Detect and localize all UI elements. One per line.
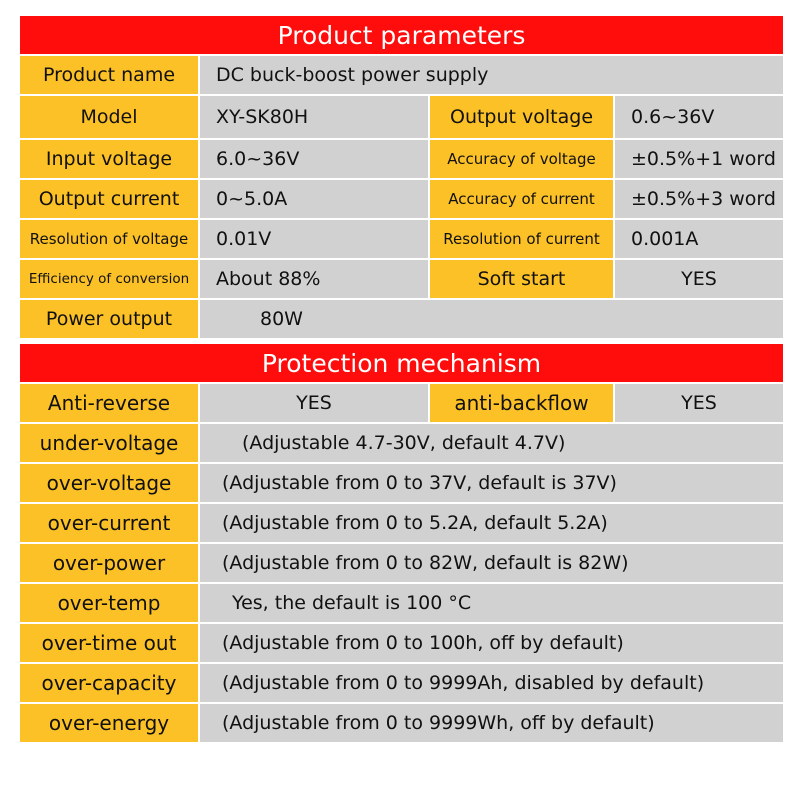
output-voltage-label: Output voltage [429,95,614,139]
power-output-label: Power output [19,299,199,339]
anti-backflow-label: anti-backflow [429,383,614,423]
accuracy-current-value: ±0.5%+3 word [614,179,784,219]
output-current-value: 0~5.0A [199,179,429,219]
product-parameters-table [18,14,785,340]
efficiency-label: Efficiency of conversion [19,259,199,299]
protection-value: (Adjustable from 0 to 9999Wh, off by default) [199,703,784,743]
protection-value: (Adjustable from 0 to 82W, default is 82W) [199,543,784,583]
input-voltage-label: Input voltage [19,139,199,179]
protection-label: over-power [19,543,199,583]
product-parameters-header: Product parameters [19,15,784,55]
soft-start-value: YES [614,259,784,299]
model-value: XY-SK80H [199,95,429,139]
power-output-value: 80W [199,299,784,339]
anti-reverse-label: Anti-reverse [19,383,199,423]
protection-value: (Adjustable from 0 to 37V, default is 37V) [199,463,784,503]
input-voltage-value: 6.0~36V [199,139,429,179]
resolution-current-label: Resolution of current [429,219,614,259]
protection-value: Yes, the default is 100 °C [199,583,784,623]
protection-mechanism-header: Protection mechanism [19,343,784,383]
protection-label: over-voltage [19,463,199,503]
resolution-current-value: 0.001A [614,219,784,259]
product-name-value: DC buck-boost power supply [199,55,784,95]
protection-mechanism-table [18,342,785,744]
accuracy-current-label: Accuracy of current [429,179,614,219]
protection-value: (Adjustable 4.7-30V, default 4.7V) [199,423,784,463]
resolution-voltage-value: 0.01V [199,219,429,259]
product-name-label: Product name [19,55,199,95]
protection-label: over-capacity [19,663,199,703]
output-current-label: Output current [19,179,199,219]
anti-backflow-value: YES [614,383,784,423]
protection-label: over-energy [19,703,199,743]
soft-start-label: Soft start [429,259,614,299]
accuracy-voltage-value: ±0.5%+1 word [614,139,784,179]
protection-label: under-voltage [19,423,199,463]
model-label: Model [19,95,199,139]
resolution-voltage-label: Resolution of voltage [19,219,199,259]
protection-value: (Adjustable from 0 to 5.2A, default 5.2A) [199,503,784,543]
accuracy-voltage-label: Accuracy of voltage [429,139,614,179]
efficiency-value: About 88% [199,259,429,299]
protection-label: over-time out [19,623,199,663]
spec-sheet [18,14,783,794]
protection-value: (Adjustable from 0 to 100h, off by default) [199,623,784,663]
protection-label: over-current [19,503,199,543]
anti-reverse-value: YES [199,383,429,423]
protection-value: (Adjustable from 0 to 9999Ah, disabled by default) [199,663,784,703]
protection-label: over-temp [19,583,199,623]
output-voltage-value: 0.6~36V [614,95,784,139]
